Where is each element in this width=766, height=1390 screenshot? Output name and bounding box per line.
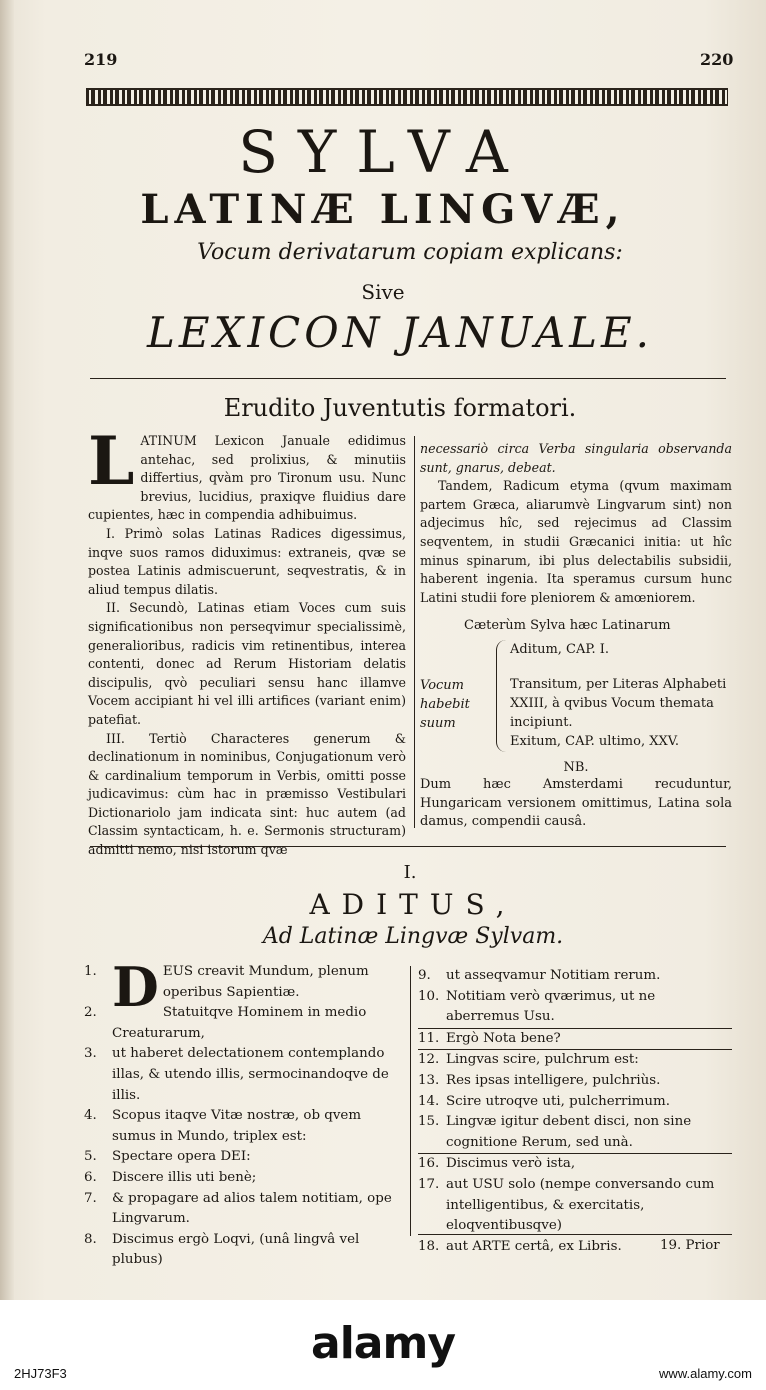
synopsis-item: Transitum, per Literas Alphabeti XXIII, à qvibus Vocum themata incipiunt. [510, 677, 727, 730]
list-item [84, 1106, 404, 1147]
item-text: ut haberet delectationem contemplando illas, & utendo illis, sermocinandoqve de illis. [112, 1046, 389, 1103]
item-number: 7. [84, 1190, 97, 1206]
item-text: Discimus ergò Loqvi, (unâ lingvâ vel plubus) [112, 1231, 360, 1268]
item-text: Scire utroqve uti, pulcherrimum. [446, 1093, 671, 1109]
catchword-rule [418, 1234, 732, 1235]
item-number: 5. [84, 1149, 97, 1165]
item-text: Res ipsas intelligere, pulchriùs. [446, 1072, 661, 1088]
drop-cap-l: L [88, 422, 135, 500]
list-item [84, 1147, 404, 1168]
header-rule [90, 378, 726, 379]
item-text: Statuitqve Hominem in medio Creaturarum, [112, 1005, 367, 1041]
item-number: 13. [418, 1072, 440, 1088]
item-number: 11. [418, 1030, 440, 1046]
item-text: aut ARTE certâ, ex Libris. [446, 1238, 622, 1254]
column-divider [414, 436, 415, 828]
preface-paragraph: Tandem, Radicum etyma (qvum maximam partem Græca, aliarumvè Lingvarum sint) non adjecimus hîc, sed rejecimus ad Classim seqventem, in studii Græcanici initia: ut hîc minus spinarum, ibi plus delectabilis subsidii, haberent ingenia. Ita speramus cursum hunc Latini studii fore pleniorem & amœniorem. [420, 478, 732, 605]
section-number: I. [403, 862, 417, 883]
item-text: & propagare ad alios talem notitiam, ope Lingvarum. [112, 1190, 392, 1227]
preface-right-column [420, 440, 732, 607]
synopsis-item: Aditum, CAP. I. [510, 642, 610, 657]
item-number: 6. [84, 1169, 97, 1185]
synopsis-brace [496, 640, 511, 752]
item-text: aut USU solo (nempe conversando cum intelligentibus, & exercitatis, eloqventibusqve) [446, 1176, 715, 1234]
item-number: 2. [84, 1005, 97, 1021]
list-item [418, 1071, 732, 1092]
list-item [418, 1112, 732, 1153]
item-text: EUS creavit Mundum, plenum operibus Sapientiæ. [162, 964, 369, 1000]
list-item [418, 966, 732, 987]
synopsis-intro: Cæterùm Sylva hæc Latinarum [464, 618, 671, 633]
item-text: Discimus verò ista, [446, 1156, 576, 1172]
alamy-logo: alamy [311, 1318, 455, 1369]
aditus-right-list [418, 966, 732, 1257]
list-item [84, 1003, 404, 1044]
list-item [418, 1092, 732, 1113]
list-item [418, 987, 732, 1028]
item-text: Lingvas scire, pulchrum est: [446, 1052, 639, 1068]
item-number: 18. [418, 1238, 440, 1254]
title-lexicon-januale: LEXICON JANUALE. [147, 308, 653, 357]
footer-url: www.alamy.com [659, 1366, 752, 1381]
nb-text: Dum hæc Amsterdami recuduntur, Hungaricam versionem omittimus, Latina sola damus, compendii causâ. [420, 777, 732, 830]
title-latinae-linguae: LATINÆ LINGVÆ, [140, 186, 626, 233]
synopsis-item: Exitum, CAP. ultimo, XXV. [510, 734, 679, 749]
item-number: 10. [418, 988, 440, 1004]
item-text: Discere illis uti benè; [112, 1169, 257, 1185]
item-text: Lingvæ igitur debent disci, non sine cognitione Rerum, sed unà. [446, 1114, 692, 1150]
title-sive: Sive [361, 280, 405, 304]
title-sylva: SYLVA [238, 118, 528, 186]
preface-paragraph: III. Tertiò Characteres generum & declinationum in nominibus, Conjugationum verò & cardinalium temporum in Verbis, omitti posse judicavimus: cùm hac in præmisso Vestibulari Dictionariolo jam indicata sint: huc autem (ad Classim syntacticam, h. e. Sermonis structuram) admitti nemo, nisi istorum qvæ [88, 730, 406, 858]
item-number: 17. [418, 1176, 440, 1192]
item-number: 4. [84, 1108, 97, 1124]
item-text: ut asseqvamur Notitiam rerum. [446, 968, 661, 983]
preface-paragraph: II. Secundò, Latinas etiam Voces cum suis significationibus non perseqvimur specialissimè, generalioribus, radicis vim retinentibus, interea contenti, donec ad Rerum Historiam delatis discipulis, qvò peculiari sensu hanc illamve Vocem accipiant hi vel illi artifices (variant enim) patefiat. [88, 600, 406, 727]
item-text: Scopus itaqve Vitæ nostræ, ob qvem sumus in Mundo, triplex est: [112, 1108, 362, 1144]
title-subtitle: Vocum derivatarum copiam explicans: [197, 240, 623, 265]
aditus-column-divider [410, 966, 411, 1236]
preface-left-column [88, 422, 406, 860]
item-number: 16. [418, 1156, 440, 1172]
item-number: 14. [418, 1093, 440, 1109]
list-item [84, 1189, 404, 1230]
page-number-right: 220 [700, 50, 734, 69]
page-number-left: 219 [84, 50, 118, 69]
preface-paragraph: ATINUM Lexicon Januale edidimus antehac, sed prolixius, & minutiis differtius, qvàm pro Tironum usu. Nunc brevius, lucidius, praxiqve fluidius dare cupientes, hæc in compendia adhibuimus. [88, 433, 406, 523]
list-item [84, 1230, 404, 1271]
item-number: 1. [84, 964, 97, 979]
item-text: Spectare opera DEI: [112, 1149, 251, 1165]
list-item [418, 1049, 732, 1071]
item-number: 9. [418, 968, 431, 983]
list-item [84, 955, 404, 1019]
list-item [84, 1168, 404, 1189]
catchword: 19. Prior [660, 1238, 720, 1253]
synopsis-list [510, 640, 734, 751]
item-text: Ergò Nota bene? [446, 1030, 561, 1046]
ornamental-border [86, 88, 728, 106]
address-heading: Erudito Juventutis formatori. [223, 394, 577, 422]
item-number: 3. [84, 1046, 97, 1062]
item-number: 8. [84, 1231, 97, 1247]
list-item [418, 1028, 732, 1050]
item-number: 12. [418, 1052, 440, 1068]
item-text: Notitiam verò qværimus, ut ne aberremus Usu. [446, 988, 656, 1025]
section-rule [90, 846, 726, 847]
section-subtitle: Ad Latinæ Lingvæ Sylvam. [262, 924, 564, 949]
image-id: 2HJ73F3 [14, 1366, 67, 1381]
item-number: 15. [418, 1114, 440, 1130]
aditus-left-list [84, 955, 404, 1271]
list-item [84, 1044, 404, 1106]
preface-paragraph: necessariò circa Verba singularia observanda sunt, gnarus, debeat. [420, 441, 732, 475]
section-title: ADITUS, [309, 888, 517, 921]
list-item [418, 1153, 732, 1175]
list-item [418, 1175, 732, 1237]
preface-paragraph: I. Primò solas Latinas Radices digessimus, inqve suos ramos diduximus: extraneis, qvæ se postea Latinis admiscuerunt, seqvestratis, & in aliud tempus dilatis. [88, 525, 406, 597]
drop-cap-d: D [112, 955, 159, 1019]
nb-label: NB. [563, 760, 589, 775]
synopsis-label: Vocum habebit suum [420, 678, 470, 731]
